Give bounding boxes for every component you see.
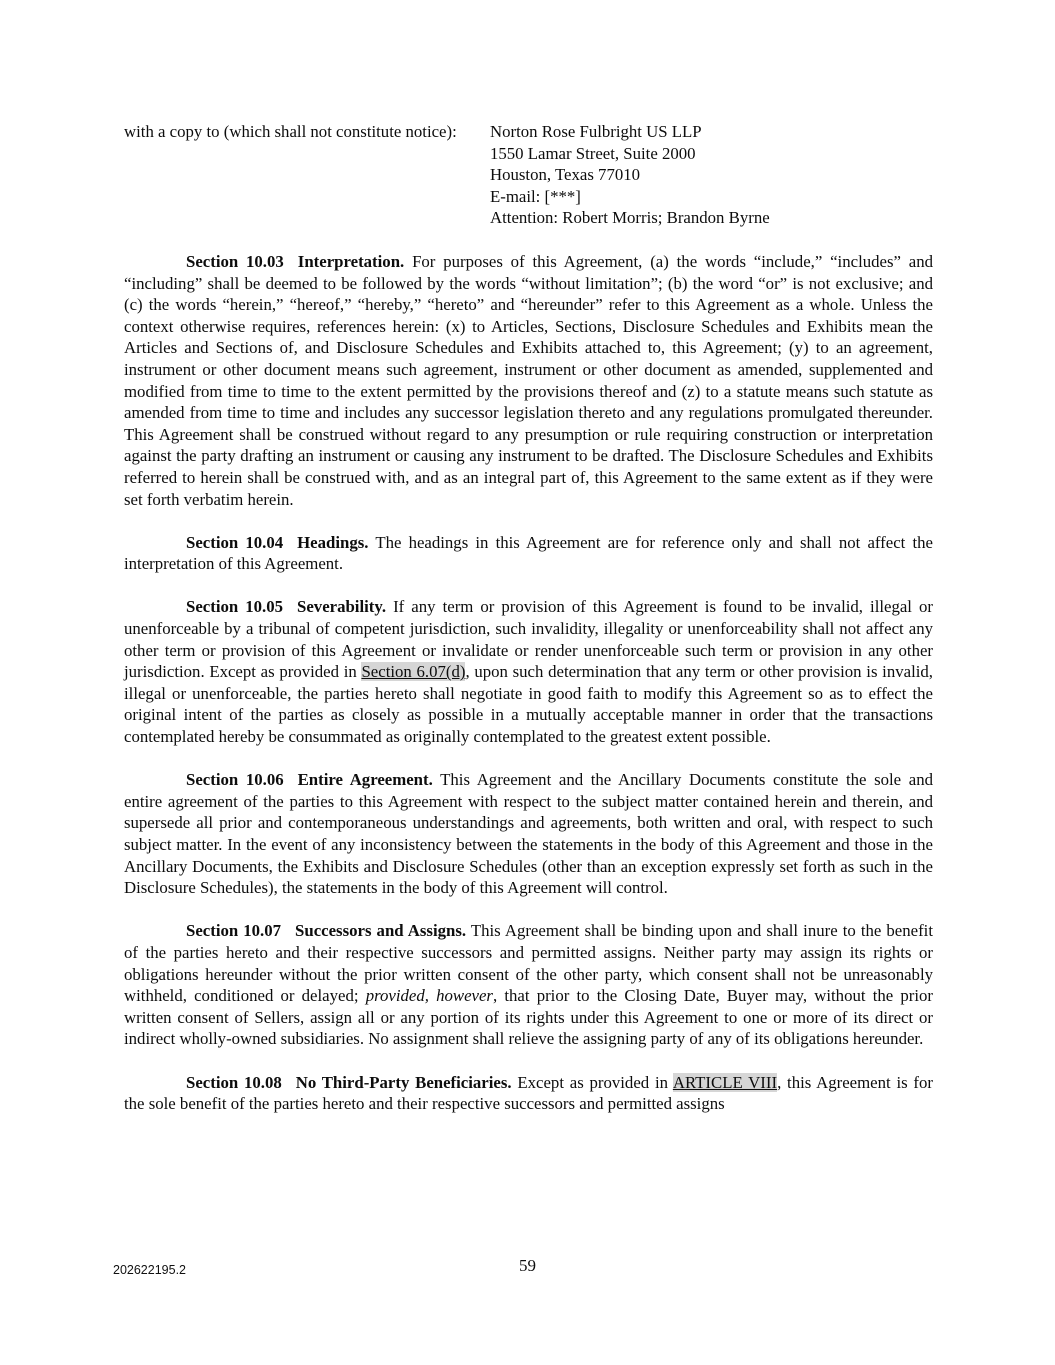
cross-reference-link-section-6-07d[interactable]: Section 6.07(d) [361, 662, 466, 682]
cross-reference-link-article-viii[interactable]: ARTICLE VIII [672, 1072, 778, 1092]
section-title: Entire Agreement. [297, 770, 433, 790]
paragraph-text: , that prior to the Closing Date, Buyer may, without the prior written consent of Sellers, assign all or any portion of its rights under this Agreement to one or more of its direct or indirect wholly-owned subsidiaries. No assignment shall relieve the assigning party of any of its obligations hereunder. [124, 986, 933, 1049]
section-10-05-paragraph [124, 596, 933, 747]
paragraph-text: This Agreement shall be binding upon and shall inure to the benefit of the parties hereto and their respective successors and permitted assigns. Neither party may assign its rights or obligations hereunder without the prior written consent of the other party, which consent shall not be unreasonably withheld, conditioned or delayed; [124, 921, 933, 1006]
paragraph-text: This Agreement and the Ancillary Documents constitute the sole and entire agreement of the parties to this Agreement with respect to the subject matter contained herein and therein, and supersede all prior and contemporaneous understandings and agreements, both written and oral, with respect to such subject matter. In the event of any inconsistency between the statements in the body of this Agreement and those in the Ancillary Documents, the Exhibits and Disclosure Schedules (other than an exception expressly set forth as such in the Disclosure Schedules), the statements in the body of this Agreement will control. [124, 770, 933, 898]
section-title: Severability. [297, 597, 387, 617]
notice-label: with a copy to (which shall not constitute notice): [124, 122, 457, 141]
address-line-email: E-mail: [***] [490, 186, 581, 206]
section-10-06-paragraph [124, 769, 933, 899]
address-line-attention: Attention: Robert Morris; Brandon Byrne [490, 208, 770, 228]
section-number: Section 10.03 [186, 251, 284, 271]
section-title: No Third-Party Beneficiaries. [295, 1072, 512, 1092]
paragraph-text: For purposes of this Agreement, (a) the words “include,” “includes” and “including” shall be deemed to be followed by the words “without limitation”; (b) the word “or” is not exclusive; and (c) the words “herein,” “hereof,” “hereby,” “hereto” and “hereunder” refer to this Agreement as a whole. Unless the context otherwise requires, references herein: (x) to Articles, Sections, Disclosure Schedules and Exhibits mean the Articles and Sections of, and Disclosure Schedules and Exhibits attached to, this Agreement; (y) to an agreement, instrument or other document means such agreement, instrument or other document as amended, supplemented and modified from time to time to the extent permitted by the provisions thereof and (z) to a statute means such statute as amended from time to time and includes any successor legislation thereto and any regulations promulgated thereunder. This Agreement shall be construed without regard to any presumption or rule requiring construction or interpretation against the party drafting an instrument or causing any instrument to be drafted. The Disclosure Schedules and Exhibits referred to herein shall be construed with, and as an integral part of, this Agreement to the same extent as if they were set forth verbatim herein. [124, 251, 933, 509]
section-number: Section 10.08 [186, 1072, 282, 1092]
section-10-04-paragraph [124, 532, 933, 575]
paragraph-text: Except as provided in [517, 1072, 673, 1092]
section-number: Section 10.04 [186, 532, 284, 552]
paragraph-text: , upon such determination that any term or other provision is invalid, illegal or unenforceable, the parties hereto shall negotiate in good faith to modify this Agreement so as to effect the original intent of the parties as closely as possible in a mutually acceptable manner in order that the transactions contemplated hereby be consummated as originally contemplated to the greatest extent possible. [124, 662, 933, 747]
section-title: Interpretation. [297, 251, 405, 271]
section-title: Successors and Assigns. [295, 921, 467, 941]
document-body [124, 121, 933, 1115]
footer-page-number: 59 [519, 1256, 536, 1275]
address-line-city: Houston, Texas 77010 [490, 165, 641, 185]
section-10-07-paragraph [124, 920, 933, 1050]
address-line-street: 1550 Lamar Street, Suite 2000 [490, 143, 696, 163]
section-number: Section 10.07 [186, 921, 282, 941]
section-title: Headings. [297, 532, 369, 552]
notice-address [490, 121, 933, 229]
paragraph-text: If any term or provision of this Agreement is found to be invalid, illegal or unenforceable by a tribunal of competent jurisdiction, such invalidity, illegality or unenforceability shall not affect any other term or provision of this Agreement or invalidate or render unenforceable such term or provision in any other jurisdiction. Except as provided in [124, 597, 933, 682]
section-10-03-paragraph [124, 251, 933, 510]
notice-block [124, 121, 933, 229]
paragraph-text: , this Agreement is for the sole benefit of the parties hereto and their respective successors and permitted assigns [124, 1072, 933, 1114]
proviso-italic-text: provided, however [365, 986, 493, 1006]
section-10-08-paragraph [124, 1072, 933, 1115]
section-number: Section 10.06 [186, 770, 284, 790]
paragraph-text: The headings in this Agreement are for reference only and shall not affect the interpretation of this Agreement. [124, 532, 933, 574]
footer-document-id: 202622195.2 [113, 1263, 186, 1277]
section-number: Section 10.05 [186, 597, 284, 617]
address-line-firm: Norton Rose Fulbright US LLP [490, 122, 702, 141]
